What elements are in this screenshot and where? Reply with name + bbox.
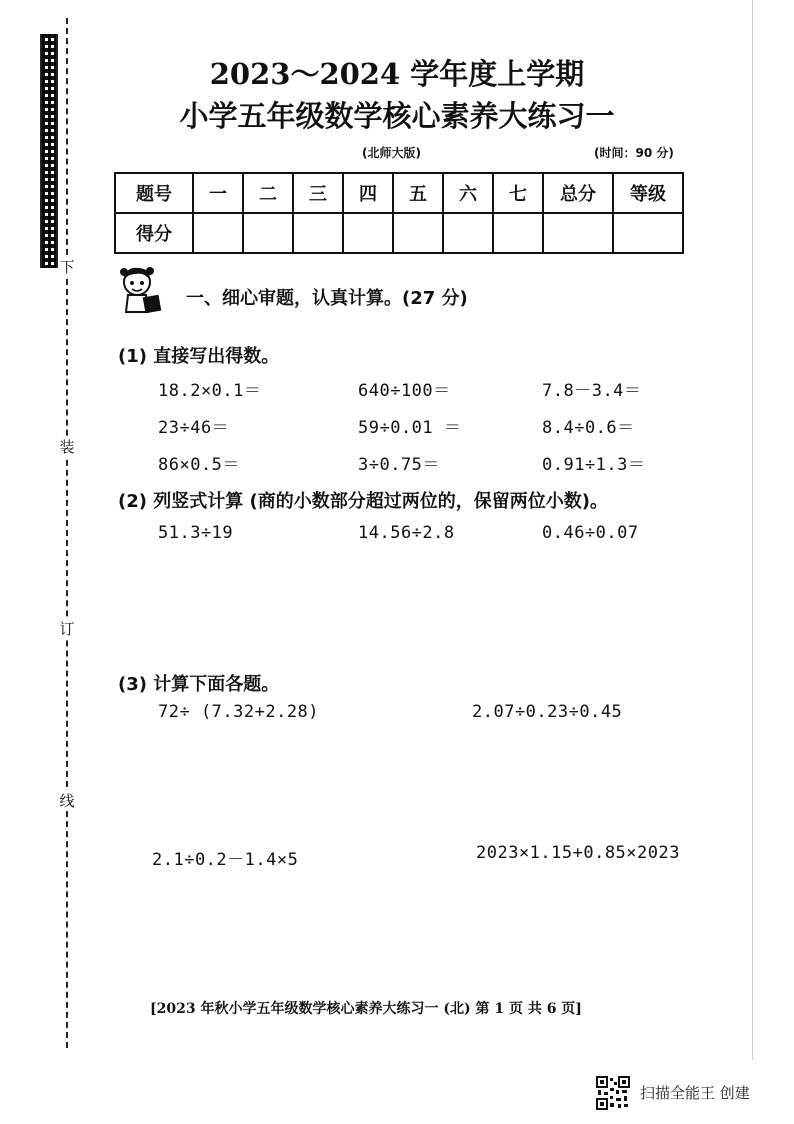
time-label: (时间：90 分) <box>594 146 674 160</box>
table-cell: 等级 <box>613 173 683 213</box>
score-input-cell[interactable] <box>393 213 443 253</box>
table-cell: 五 <box>393 173 443 213</box>
expression: 640÷100＝ <box>358 381 451 401</box>
score-input-cell[interactable] <box>493 213 543 253</box>
mascot-icon <box>116 262 166 318</box>
expression: 3÷0.75＝ <box>358 455 440 475</box>
expression: 86×0.5＝ <box>158 455 240 475</box>
part-2-label: (2) 列竖式计算 (商的小数部分超过两位的，保留两位小数)。 <box>118 491 608 512</box>
table-cell: 七 <box>493 173 543 213</box>
table-cell: 总分 <box>543 173 613 213</box>
scanner-watermark: 扫描全能王 创建 <box>640 1084 750 1102</box>
section-1-heading: 一、细心审题，认真计算。(27 分) <box>186 288 468 309</box>
score-input-cell[interactable] <box>293 213 343 253</box>
score-input-cell[interactable] <box>343 213 393 253</box>
expression: 18.2×0.1＝ <box>158 381 262 401</box>
table-cell: 四 <box>343 173 393 213</box>
part-3-label: (3) 计算下面各题。 <box>118 674 280 695</box>
score-input-cell[interactable] <box>613 213 683 253</box>
binding-char-zhuang: 装 <box>59 438 75 456</box>
page-footer: [2023 年秋小学五年级数学核心素养大练习一 (北) 第 1 页 共 6 页] <box>150 1001 582 1017</box>
expression: 23÷46＝ <box>158 418 230 438</box>
expression: 2.1÷0.2－1.4×5 <box>152 850 299 870</box>
expression: 8.4÷0.6＝ <box>542 418 635 438</box>
expression: 51.3÷19 <box>158 523 234 543</box>
page-edge-line <box>752 0 753 1060</box>
score-table-header-row <box>115 173 683 213</box>
title-line-1: 2023～2024 学年度上学期 <box>209 57 585 91</box>
score-input-cell[interactable] <box>543 213 613 253</box>
expression: 14.56÷2.8 <box>358 523 455 543</box>
table-cell: 二 <box>243 173 293 213</box>
table-cell: 得分 <box>115 213 193 253</box>
part-1-label: (1) 直接写出得数。 <box>118 346 280 367</box>
table-cell: 一 <box>193 173 243 213</box>
expression: 0.46÷0.07 <box>542 523 639 543</box>
score-input-cell[interactable] <box>193 213 243 253</box>
score-input-cell[interactable] <box>443 213 493 253</box>
table-cell: 三 <box>293 173 343 213</box>
binding-dashed-line <box>66 18 68 1048</box>
expression: 72÷ (7.32+2.28) <box>158 702 320 722</box>
score-input-cell[interactable] <box>243 213 293 253</box>
table-cell: 题号 <box>115 173 193 213</box>
expression: 0.91÷1.3＝ <box>542 455 646 475</box>
expression: 7.8－3.4＝ <box>542 381 642 401</box>
binding-char-ding: 订 <box>59 620 75 638</box>
edition-label: (北师大版) <box>362 146 421 160</box>
table-cell: 六 <box>443 173 493 213</box>
expression: 2023×1.15+0.85×2023 <box>476 843 680 863</box>
binding-char-xia: 下 <box>59 258 75 276</box>
score-table-score-row <box>115 213 683 253</box>
qr-code-icon <box>596 1076 630 1110</box>
title-line-2: 小学五年级数学核心素养大练习一 <box>179 99 615 133</box>
expression: 59÷0.01 ＝ <box>358 418 462 438</box>
binding-char-xian: 线 <box>59 792 75 810</box>
score-table <box>114 172 684 254</box>
expression: 2.07÷0.23÷0.45 <box>472 702 623 722</box>
